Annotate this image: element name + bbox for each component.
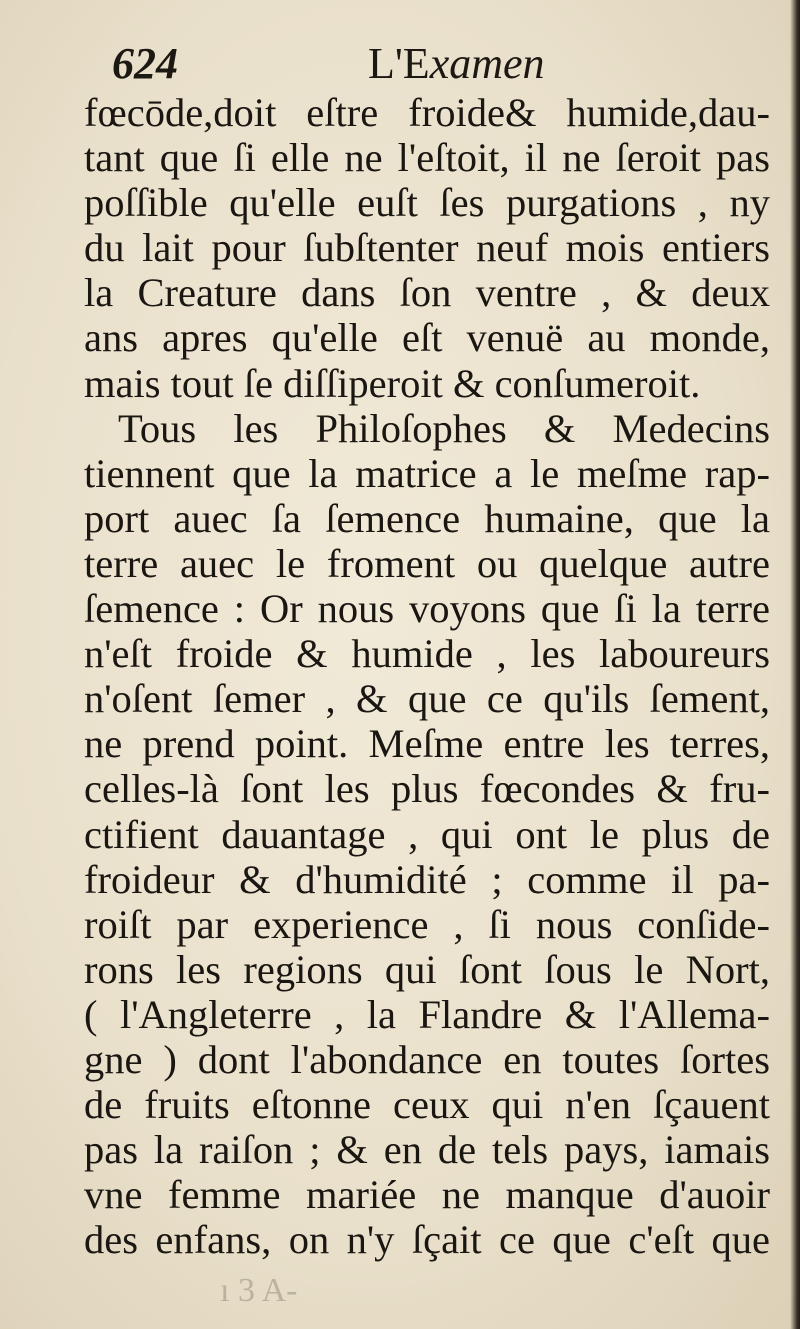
text-line: de fruits eſtonne ceux qui n'en ſçauent (84, 1082, 770, 1128)
footer-fragment: ı 3 A- (220, 1272, 298, 1309)
text-line: ctifient dauantage , qui ont le plus de (84, 811, 770, 857)
text-line: ans apres qu'elle eſt venuë au monde, (84, 315, 770, 361)
text-line: des enfans, on n'y ſçait ce que c'eſt que (84, 1217, 770, 1263)
running-title-plain: L'E (368, 39, 430, 88)
running-title (368, 38, 545, 89)
page-number: 624 (112, 39, 178, 88)
text-line: ne prend point. Meſme entre les terres, (84, 721, 770, 767)
text-line: roiſt par experience , ſi nous conſide- (84, 901, 770, 947)
text-line: celles-là ſont les plus fœcondes & fru- (84, 766, 770, 812)
text-line: terre auec le froment ou quelque autre (84, 540, 770, 586)
page-edge-shadow (790, 0, 800, 1329)
text-line: tiennent que la matrice a le meſme rap- (84, 450, 770, 496)
text-line: froideur & d'humidité ; comme il pa- (84, 856, 770, 902)
text-line: fœcōde,doit eſtre froide& humide,dau- (84, 90, 770, 135)
text-line: rons les regions qui ſont ſous le Nort, (84, 946, 770, 992)
text-line: Tous les Philoſophes & Medecins (118, 405, 770, 451)
text-line: ( l'Angleterre , la Flandre & l'Allema- (84, 991, 770, 1037)
text-line: pas la raiſon ; & en de tels pays, iamais (84, 1127, 770, 1173)
text-line: poſſible qu'elle euſt ſes purgations , ny (84, 180, 770, 226)
text-line: mais tout ſe diſſiperoit & conſumeroit. (84, 360, 701, 406)
text-line: tant que ſi elle ne l'eſtoit, il ne ſeroit pas (84, 135, 770, 181)
text-line: gne ) dont l'abondance en toutes ſortes (84, 1036, 770, 1082)
text-line: du lait pour ſubſtenter neuf mois entiers (84, 225, 770, 271)
page-header (112, 38, 672, 98)
text-line: la Creature dans ſon ventre , & deux (84, 270, 770, 316)
text-line: n'eſt froide & humide , les laboureurs (84, 631, 770, 677)
running-title-italic: xamen (429, 39, 545, 88)
text-line: n'oſent ſemer , & que ce qu'ils ſement, (84, 676, 770, 722)
text-line: port auec ſa ſemence humaine, que la (84, 495, 770, 541)
text-line: vne femme mariée ne manque d'auoir (84, 1172, 770, 1218)
body-text (84, 90, 770, 1262)
text-line: ſemence : Or nous voyons que ſi la terre (84, 586, 770, 632)
